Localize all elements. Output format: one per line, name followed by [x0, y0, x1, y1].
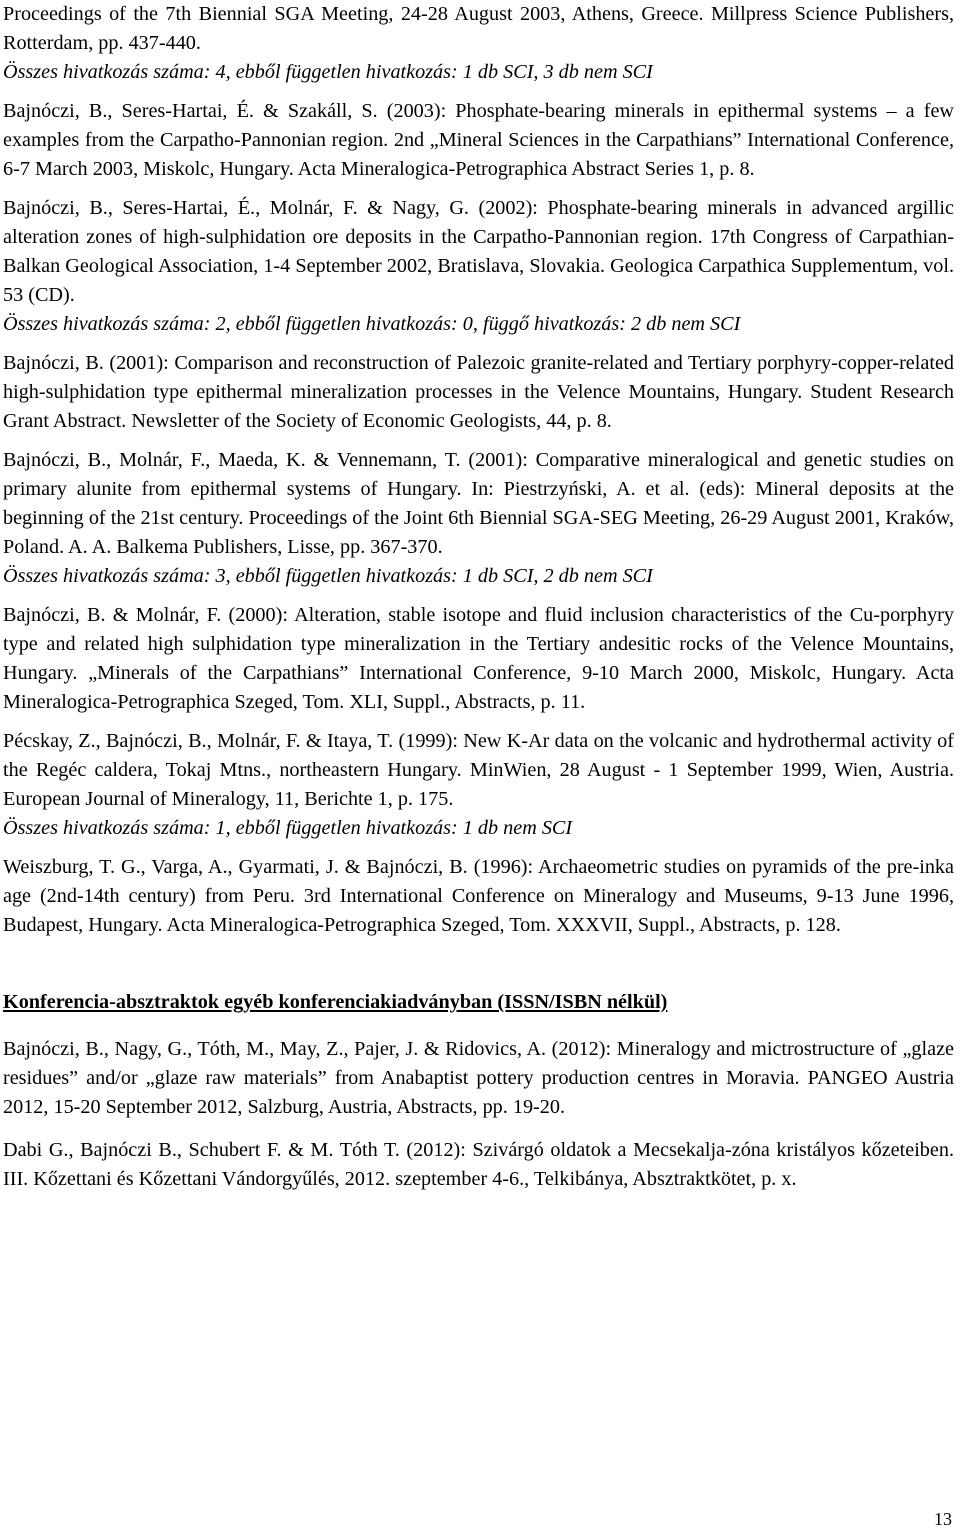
- reference-text: Bajnóczi, B., Seres-Hartai, É., Molnár, F. & Nagy, G. (2002): Phosphate-bearing minerals in advanced argillic alteration zones of high-sulphidation ore deposits in the Carpatho-Pannonian region. 17th Congress of Carpathian-Balkan Geological Association, 1-4 September 2002, Bratislava, Slovakia. Geologica Carpathica Supplementum, vol. 53 (CD).: [3, 197, 954, 306]
- reference-entry: [3, 349, 954, 436]
- reference-text: Bajnóczi, B. & Molnár, F. (2000): Alteration, stable isotope and fluid inclusion characteristics of the Cu-porphyry type and related high sulphidation type mineralization in the Tertiary andesitic rocks of the Velence Mountains, Hungary. „Minerals of the Carpathians” International Conference, 9-10 March 2000, Miskolc, Hungary. Acta Mineralogica-Petrographica Szeged, Tom. XLI, Suppl., Abstracts, p. 11.: [3, 604, 954, 713]
- conference-abstracts-section: [3, 988, 954, 1194]
- reference-entry: [3, 97, 954, 184]
- document-page: [3, 0, 954, 1194]
- continued-reference-text: Proceedings of the 7th Biennial SGA Meeting, 24-28 August 2003, Athens, Greece. Millpress Science Publishers, Rotterdam, pp. 437-440.: [3, 3, 954, 54]
- reference-entry: [3, 727, 954, 843]
- reference-text: Bajnóczi, B., Seres-Hartai, É. & Szakáll, S. (2003): Phosphate-bearing minerals in epithermal systems – a few examples from the Carpatho-Pannonian region. 2nd „Mineral Sciences in the Carpathians” International Conference, 6-7 March 2003, Miskolc, Hungary. Acta Mineralogica-Petrographica Abstract Series 1, p. 8.: [3, 100, 954, 180]
- reference-text: Weiszburg, T. G., Varga, A., Gyarmati, J. & Bajnóczi, B. (1996): Archaeometric studies on pyramids of the pre-inka age (2nd-14th century) from Peru. 3rd International Conference on Mineralogy and Museums, 9-13 June 1996, Budapest, Hungary. Acta Mineralogica-Petrographica Szeged, Tom. XXXVII, Suppl., Abstracts, p. 128.: [3, 856, 954, 936]
- citation-count-note: Összes hivatkozás száma: 1, ebből független hivatkozás: 1 db nem SCI: [3, 817, 573, 839]
- citation-count-note: Összes hivatkozás száma: 2, ebből független hivatkozás: 0, függő hivatkozás: 2 db nem SCI: [3, 313, 741, 335]
- reference-entry: [3, 194, 954, 339]
- reference-text: Bajnóczi, B., Nagy, G., Tóth, M., May, Z., Pajer, J. & Ridovics, A. (2012): Mineralogy and mictrostructure of „glaze residues” and/or „glaze raw materials” from Anabaptist pottery production centres in Moravia. PANGEO Austria 2012, 15-20 September 2012, Salzburg, Austria, Abstracts, pp. 19-20.: [3, 1038, 954, 1118]
- reference-entry: [3, 601, 954, 717]
- reference-text: Bajnóczi, B., Molnár, F., Maeda, K. & Vennemann, T. (2001): Comparative mineralogical and genetic studies on primary alunite from epithermal systems of Hungary. In: Piestrzyński, A. et al. (eds): Mineral deposits at the beginning of the 21st century. Proceedings of the Joint 6th Biennial SGA-SEG Meeting, 26-29 August 2001, Kraków, Poland. A. A. Balkema Publishers, Lisse, pp. 367-370.: [3, 449, 954, 558]
- reference-entry: [3, 446, 954, 591]
- page-number: 13: [934, 1509, 952, 1529]
- reference-entry: [3, 853, 954, 940]
- section-heading: Konferencia-absztraktok egyéb konferenciakiadványban (ISSN/ISBN nélkül): [3, 991, 668, 1013]
- reference-entry: [3, 1035, 954, 1122]
- citation-count-note: Összes hivatkozás száma: 3, ebből független hivatkozás: 1 db SCI, 2 db nem SCI: [3, 565, 653, 587]
- reference-text: Pécskay, Z., Bajnóczi, B., Molnár, F. & Itaya, T. (1999): New K-Ar data on the volcanic and hydrothermal activity of the Regéc caldera, Tokaj Mtns., northeastern Hungary. MinWien, 28 August - 1 September 1999, Wien, Austria. European Journal of Mineralogy, 11, Berichte 1, p. 175.: [3, 730, 954, 810]
- reference-entry: [3, 1136, 954, 1194]
- reference-text: Bajnóczi, B. (2001): Comparison and reconstruction of Palezoic granite-related and Tertiary porphyry-copper-related high-sulphidation type epithermal mineralization processes in the Velence Mountains, Hungary. Student Research Grant Abstract. Newsletter of the Society of Economic Geologists, 44, p. 8.: [3, 352, 954, 432]
- reference-text: Dabi G., Bajnóczi B., Schubert F. & M. Tóth T. (2012): Szivárgó oldatok a Mecsekalja-zóna kristályos kőzeteiben. III. Kőzettani és Kőzettani Vándorgyűlés, 2012. szeptember 4-6., Telkibánya, Absztraktkötet, p. x.: [3, 1139, 954, 1190]
- citation-count-note: Összes hivatkozás száma: 4, ebből független hivatkozás: 1 db SCI, 3 db nem SCI: [3, 61, 653, 83]
